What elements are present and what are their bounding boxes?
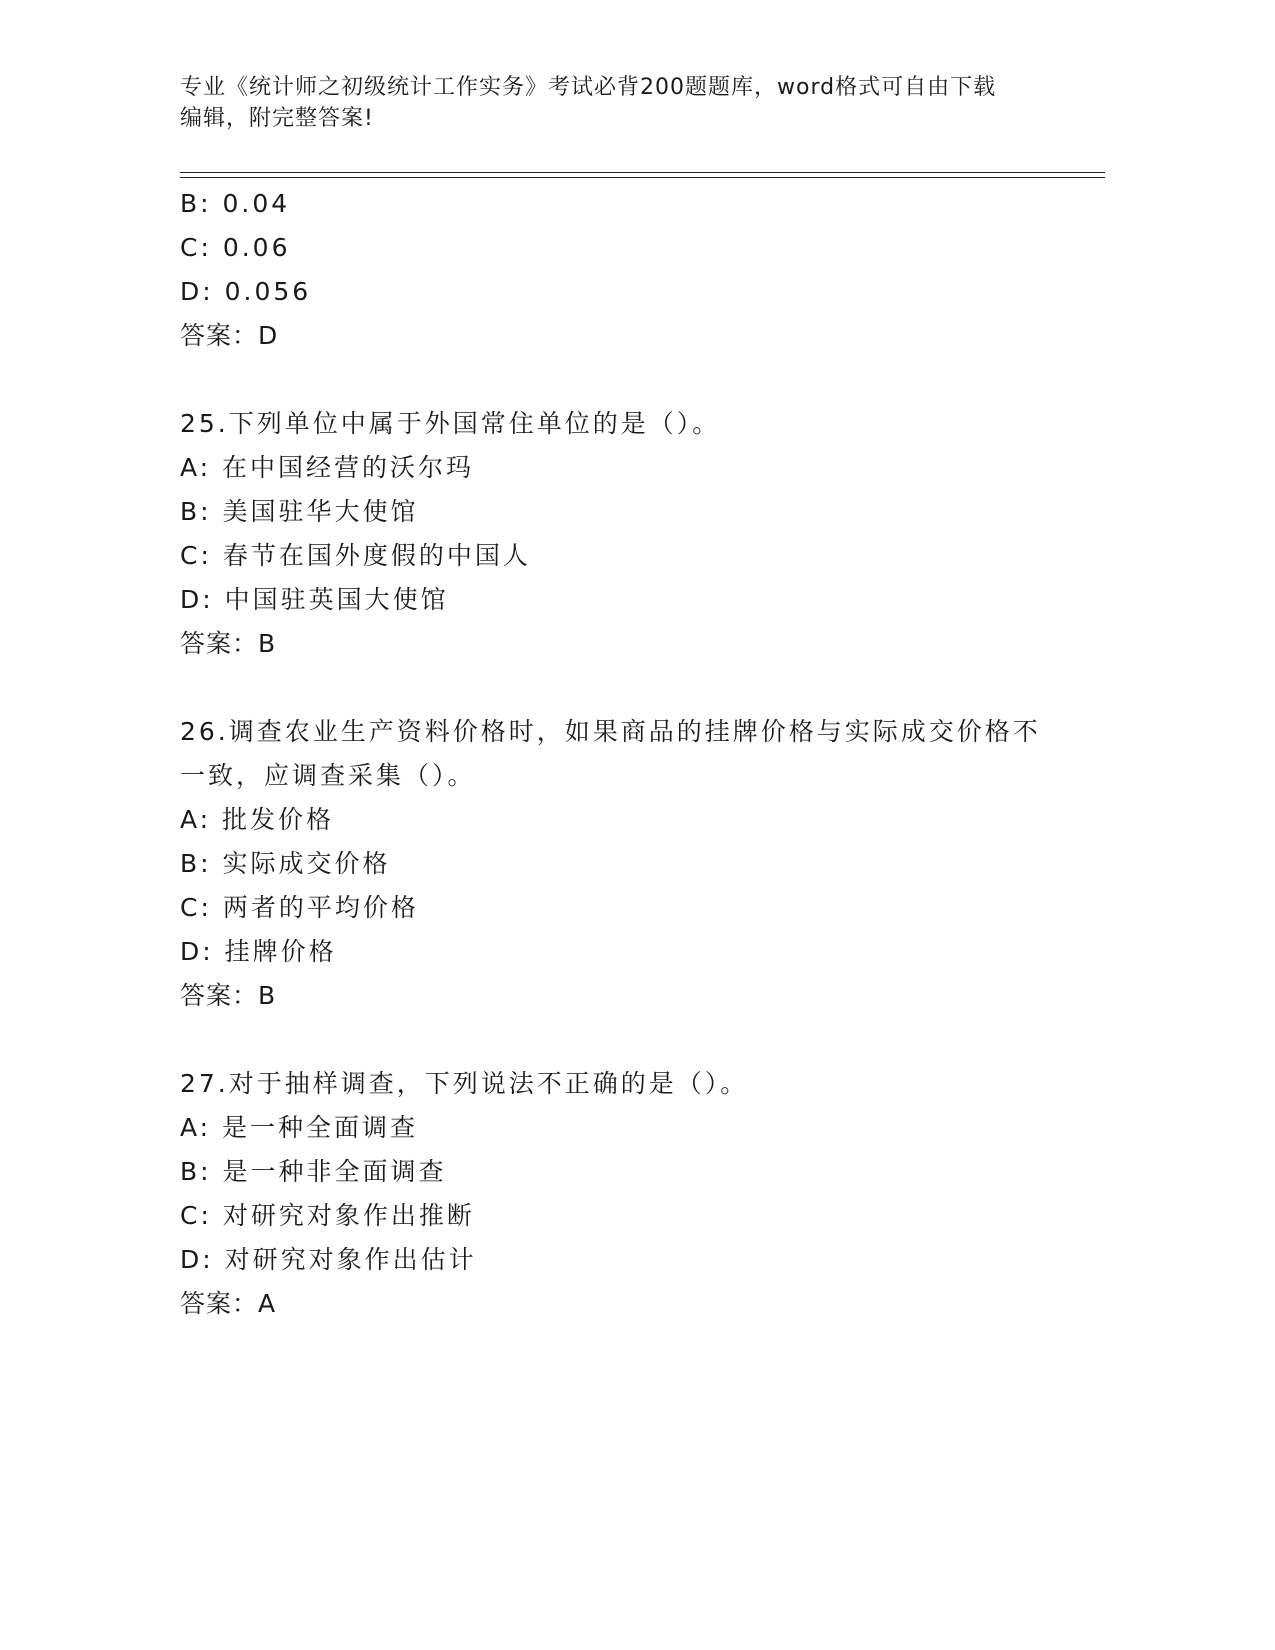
option-b: B: 美国驻华大使馆 — [180, 497, 419, 526]
question-block-26 — [180, 710, 1080, 1018]
question-stem: 25.下列单位中属于外国常住单位的是（）。 — [180, 409, 721, 438]
header-line-2: 编辑，附完整答案! — [180, 106, 374, 131]
question-block-27 — [180, 1062, 1080, 1326]
question-block-25 — [180, 402, 1080, 666]
option-b: B: 是一种非全面调查 — [180, 1157, 447, 1186]
header-line-1: 专业《统计师之初级统计工作实务》考试必背200题题库，word格式可自由下载 — [180, 75, 997, 100]
answer-line: 答案：B — [180, 629, 277, 658]
option-b: B: 实际成交价格 — [180, 849, 391, 878]
option-a: A: 是一种全面调查 — [180, 1113, 419, 1142]
answer-line: 答案：A — [180, 1289, 277, 1318]
header-divider-top — [180, 172, 1105, 173]
option-d: D: 对研究对象作出估计 — [180, 1245, 477, 1274]
option-d: D: 0.056 — [180, 277, 312, 306]
question-stem-continued: 一致，应调查采集（）。 — [180, 761, 476, 790]
option-d: D: 中国驻英国大使馆 — [180, 585, 449, 614]
option-c: C: 两者的平均价格 — [180, 893, 419, 922]
question-stem: 27.对于抽样调查，下列说法不正确的是（）。 — [180, 1069, 749, 1098]
option-c: C: 0.06 — [180, 233, 291, 262]
option-b: B: 0.04 — [180, 189, 291, 218]
option-a: A: 批发价格 — [180, 805, 335, 834]
option-d: D: 挂牌价格 — [180, 937, 337, 966]
answer-line: 答案：D — [180, 321, 279, 350]
question-block-24 — [180, 182, 1080, 358]
question-stem: 26.调查农业生产资料价格时，如果商品的挂牌价格与实际成交价格不 — [180, 717, 1041, 746]
header-divider-bottom — [180, 177, 1105, 178]
answer-line: 答案：B — [180, 981, 277, 1010]
option-c: C: 春节在国外度假的中国人 — [180, 541, 531, 570]
option-c: C: 对研究对象作出推断 — [180, 1201, 475, 1230]
option-a: A: 在中国经营的沃尔玛 — [180, 453, 475, 482]
question-list — [180, 182, 1080, 1326]
document-header — [180, 72, 1050, 134]
